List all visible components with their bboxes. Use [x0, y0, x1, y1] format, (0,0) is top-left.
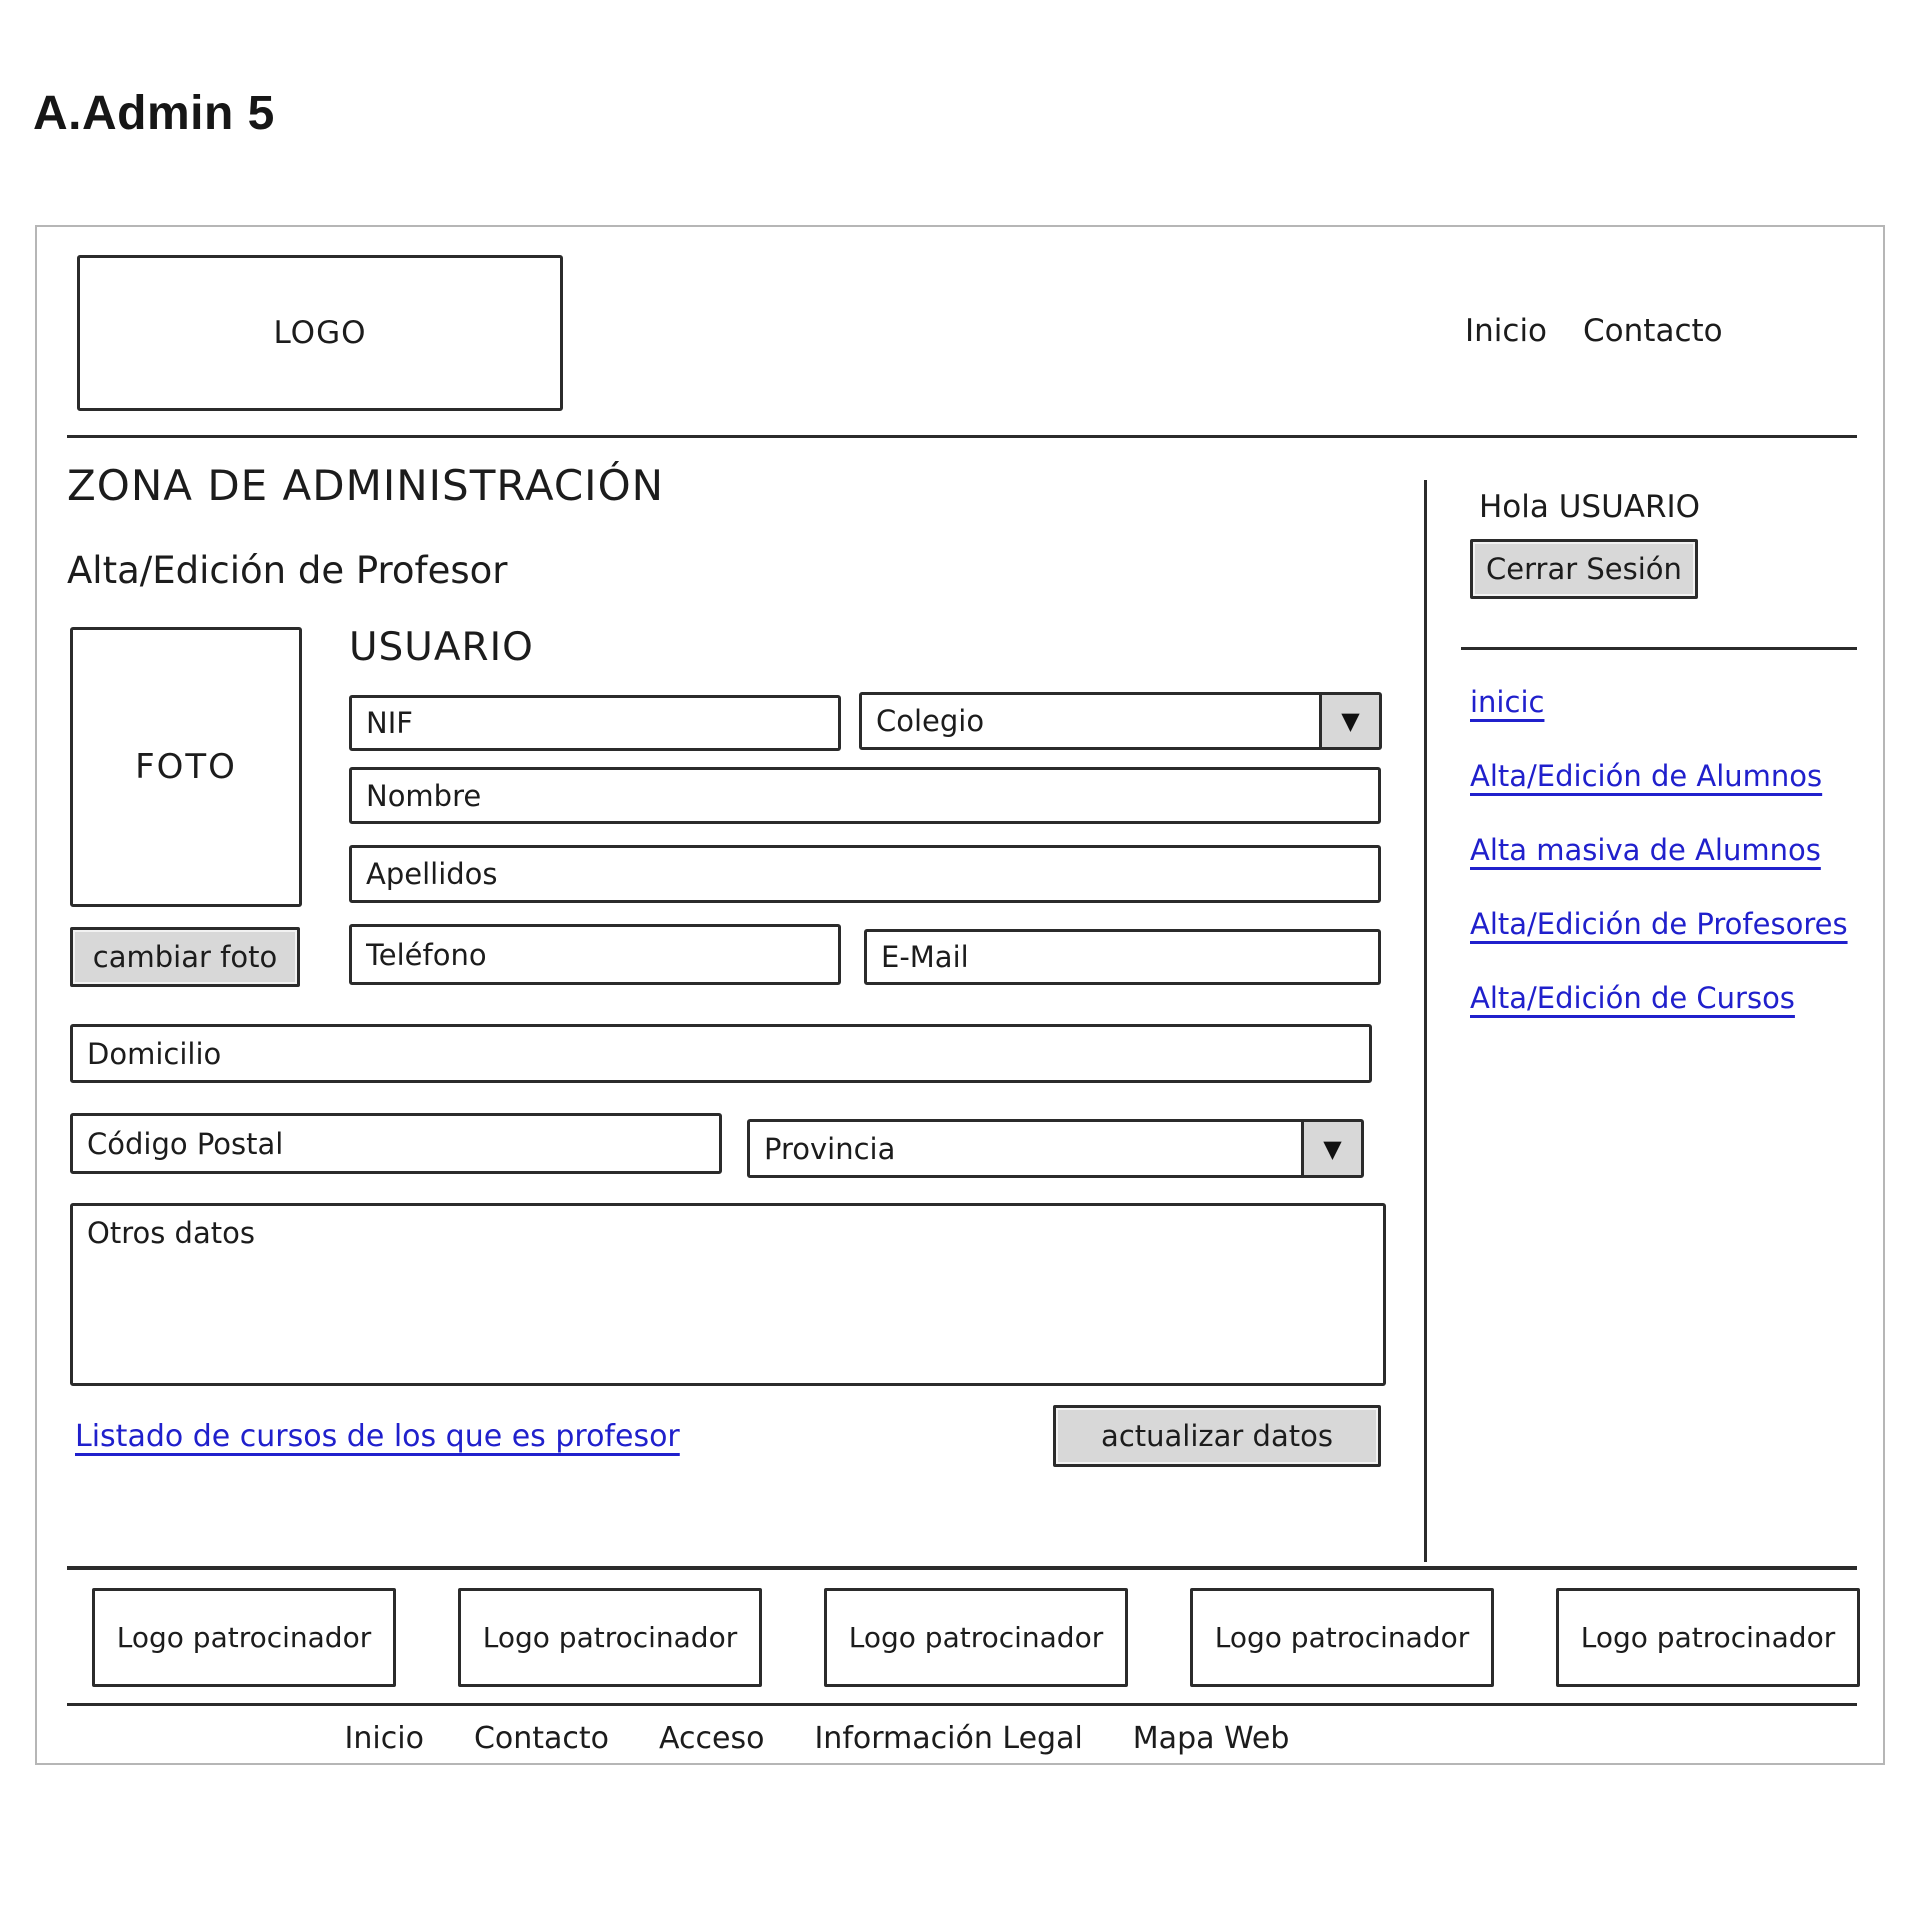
- otros-datos-textarea[interactable]: [70, 1203, 1386, 1386]
- sponsor-logo-placeholder: Logo patrocinador: [92, 1588, 396, 1687]
- footer-top-divider: [67, 1566, 1857, 1570]
- footer-nav-inicio[interactable]: Inicio: [344, 1721, 424, 1756]
- sidebar-nav: [1470, 685, 1848, 1015]
- chevron-down-icon[interactable]: ▼: [1319, 695, 1379, 747]
- page-title: A.Admin 5: [33, 87, 275, 140]
- provincia-select-label: Provincia: [764, 1131, 896, 1166]
- colegio-select-label: Colegio: [876, 704, 985, 738]
- logo-placeholder: [77, 255, 563, 411]
- footer-nav-acceso[interactable]: Acceso: [659, 1721, 765, 1756]
- top-nav-inicio[interactable]: Inicio: [1465, 313, 1548, 349]
- courses-list-link[interactable]: Listado de cursos de los que es profesor: [75, 1419, 680, 1454]
- domicilio-input[interactable]: [70, 1024, 1372, 1083]
- provincia-select[interactable]: [747, 1119, 1364, 1178]
- nif-input[interactable]: [349, 695, 841, 751]
- wireframe-container: [35, 225, 1885, 1765]
- sponsor-logo-placeholder: Logo patrocinador: [1190, 1588, 1494, 1687]
- user-heading: USUARIO: [349, 625, 534, 670]
- email-input[interactable]: [864, 929, 1381, 985]
- sidebar-link-alta-edicion-cursos[interactable]: Alta/Edición de Cursos: [1470, 981, 1795, 1015]
- sidebar-rule: [1461, 647, 1857, 650]
- top-nav: [1465, 313, 1723, 349]
- change-photo-button[interactable]: cambiar foto: [70, 927, 300, 987]
- header-divider: [67, 435, 1857, 438]
- sidebar-link-alta-edicion-alumnos[interactable]: Alta/Edición de Alumnos: [1470, 759, 1823, 793]
- footer-bottom-divider: [67, 1703, 1857, 1706]
- top-nav-contacto[interactable]: Contacto: [1583, 313, 1723, 349]
- sponsor-logo-placeholder: Logo patrocinador: [1556, 1588, 1860, 1687]
- codigo-postal-input[interactable]: [70, 1113, 722, 1174]
- nombre-input[interactable]: [349, 767, 1381, 824]
- zone-title: ZONA DE ADMINISTRACIÓN: [67, 461, 665, 510]
- sidebar-link-alta-edicion-profesores[interactable]: Alta/Edición de Profesores: [1470, 907, 1848, 941]
- telefono-input[interactable]: [349, 924, 841, 985]
- footer-nav: [37, 1721, 1597, 1756]
- logo-label: LOGO: [273, 315, 367, 351]
- sponsor-logo-placeholder: Logo patrocinador: [458, 1588, 762, 1687]
- section-title: Alta/Edición de Profesor: [67, 549, 508, 592]
- footer-nav-mapa-web[interactable]: Mapa Web: [1132, 1721, 1290, 1756]
- update-data-button[interactable]: actualizar datos: [1053, 1405, 1381, 1467]
- photo-label: FOTO: [135, 747, 237, 787]
- user-greeting: Hola USUARIO: [1479, 489, 1701, 525]
- sidebar-link-alta-masiva-alumnos[interactable]: Alta masiva de Alumnos: [1470, 833, 1821, 867]
- logout-button[interactable]: Cerrar Sesión: [1470, 539, 1698, 599]
- colegio-select[interactable]: [859, 692, 1382, 750]
- chevron-down-icon[interactable]: ▼: [1301, 1122, 1361, 1175]
- sidebar-link-inicio[interactable]: inicic: [1470, 685, 1545, 719]
- sidebar-divider: [1424, 480, 1427, 1562]
- footer-nav-contacto[interactable]: Contacto: [473, 1721, 610, 1756]
- sponsor-row: [92, 1588, 1860, 1687]
- footer-nav-informacion-legal[interactable]: Información Legal: [814, 1721, 1083, 1756]
- sponsor-logo-placeholder: Logo patrocinador: [824, 1588, 1128, 1687]
- apellidos-input[interactable]: [349, 845, 1381, 903]
- photo-placeholder: [70, 627, 302, 907]
